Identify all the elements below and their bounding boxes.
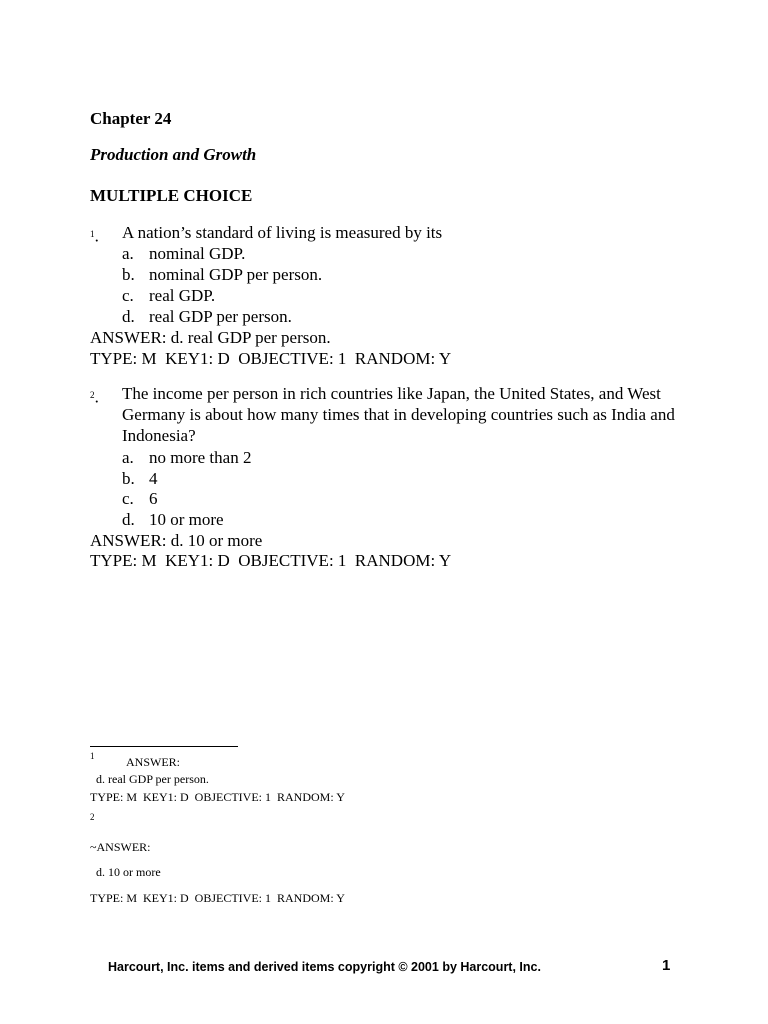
footnote-2-label: ~ANSWER: xyxy=(90,840,151,854)
option-b xyxy=(122,469,158,490)
page-number: 1 xyxy=(662,957,671,974)
chapter-subtitle: Production and Growth xyxy=(90,145,257,164)
chapter-heading: Chapter 24 xyxy=(90,109,172,128)
option-a xyxy=(122,244,245,265)
answer-line: ANSWER: d. 10 or more xyxy=(90,531,263,550)
footnote-separator xyxy=(90,746,238,747)
option-letter: b. xyxy=(122,265,135,284)
footnote-2-ref: 2 xyxy=(90,812,95,822)
type-line: TYPE: M KEY1: D OBJECTIVE: 1 RANDOM: Y xyxy=(90,551,452,570)
option-a xyxy=(122,448,251,469)
option-letter: a. xyxy=(122,244,134,263)
option-text: nominal GDP per person. xyxy=(149,265,323,284)
option-text: nominal GDP. xyxy=(149,244,246,263)
question-text: The income per person in rich countries like Japan, the United States, and West Germany is about how many times that in developing countries such as India and Indonesia? xyxy=(122,384,675,445)
footnote-2-answer: d. 10 or more xyxy=(96,865,161,879)
option-letter: c. xyxy=(122,489,134,508)
footnote-1-label: ANSWER: xyxy=(126,755,180,769)
footnote-1-ref: 1 xyxy=(90,751,95,761)
option-c xyxy=(122,489,158,510)
option-text: real GDP. xyxy=(149,286,216,305)
option-letter: c. xyxy=(122,286,134,305)
option-b xyxy=(122,265,322,286)
type-line: TYPE: M KEY1: D OBJECTIVE: 1 RANDOM: Y xyxy=(90,349,452,368)
footnote-2-type: TYPE: M KEY1: D OBJECTIVE: 1 RANDOM: Y xyxy=(90,891,345,905)
footnote-1-type: TYPE: M KEY1: D OBJECTIVE: 1 RANDOM: Y xyxy=(90,790,345,804)
section-heading: MULTIPLE CHOICE xyxy=(90,186,253,205)
option-d xyxy=(122,510,224,531)
option-letter: a. xyxy=(122,448,134,467)
footnote-ref[interactable]: 2 xyxy=(90,390,95,400)
option-text: no more than 2 xyxy=(149,448,252,467)
footnote-1-answer: d. real GDP per person. xyxy=(96,772,209,786)
option-letter: d. xyxy=(122,510,135,529)
question-number: $^2$. xyxy=(90,387,99,407)
option-text: 10 or more xyxy=(149,510,224,529)
option-text: 4 xyxy=(149,469,158,488)
option-text: 6 xyxy=(149,489,158,508)
footnote-ref[interactable]: 1 xyxy=(90,229,95,239)
option-letter: d. xyxy=(122,307,135,326)
option-d xyxy=(122,307,292,328)
option-letter: b. xyxy=(122,469,135,488)
option-text: real GDP per person. xyxy=(149,307,292,326)
question-number: $^1$. xyxy=(90,226,99,246)
question-text: A nation’s standard of living is measured by its xyxy=(122,223,443,242)
copyright-footer: Harcourt, Inc. items and derived items copyright © 2001 by Harcourt, Inc. xyxy=(108,960,541,974)
answer-line: ANSWER: d. real GDP per person. xyxy=(90,328,331,347)
option-c xyxy=(122,286,215,307)
